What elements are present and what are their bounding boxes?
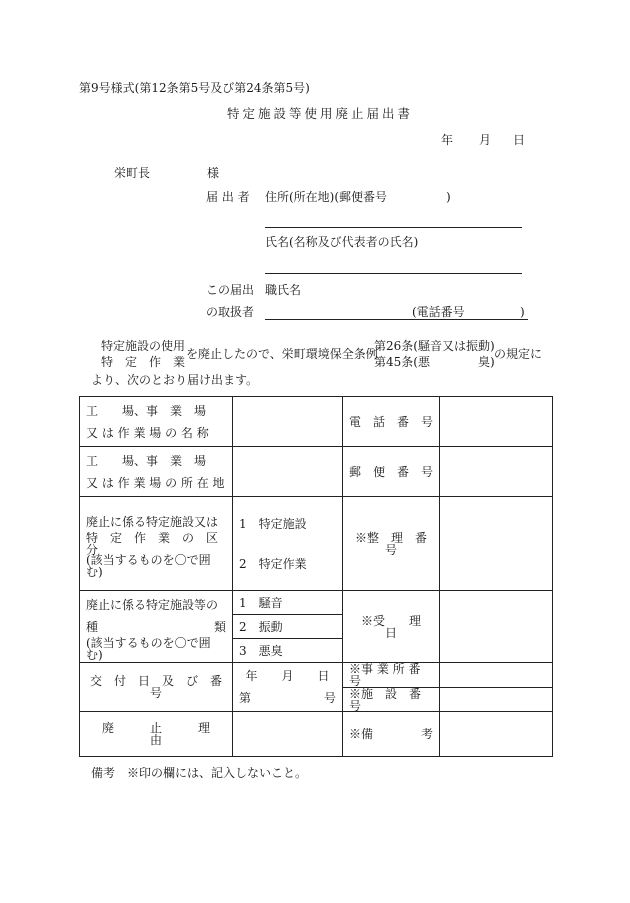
issue-date-number-cell[interactable]: 年 月 日 第 号	[233, 663, 343, 712]
table-row	[80, 447, 553, 497]
table-row	[80, 397, 553, 447]
handler-name-label: 職氏名	[265, 283, 302, 297]
option-odor[interactable]: 3 悪臭	[233, 638, 342, 662]
option-specified-work[interactable]: 2 特定作業	[239, 556, 307, 571]
type-options	[233, 591, 343, 663]
statement-article-26: 第26条(騒音又は振動)	[374, 339, 495, 353]
statement-tail: の規定に	[494, 347, 543, 361]
statement-line2: より、次のとおり届け出ます。	[91, 373, 259, 387]
honorific: 様	[207, 166, 220, 180]
phone-input[interactable]	[440, 397, 553, 447]
option-vibration[interactable]: 2 振動	[233, 614, 342, 638]
remarks-input[interactable]	[440, 712, 553, 757]
document-title: 特定施設等使用廃止届出書	[227, 106, 414, 121]
row-label-reason: 廃 止 理 由	[80, 712, 233, 757]
table-row	[80, 712, 553, 757]
row-label-remarks: ※備 考	[343, 712, 440, 757]
name-label: 氏名(名称及び代表者の氏名)	[265, 235, 419, 249]
row-label-postal: 郵 便 番 号	[343, 447, 440, 497]
footer-note: 備考 ※印の欄には、記入しないこと。	[91, 766, 308, 780]
row-label-reference-number: ※整 理 番 号	[343, 497, 440, 591]
addressee: 栄町長	[114, 166, 151, 180]
address-close: )	[446, 190, 451, 204]
option-specified-facility[interactable]: 1 特定施設	[239, 516, 307, 531]
table-row	[80, 591, 553, 663]
row-label-type: 廃止に係る特定施設等の 種 類 (該当するものを〇で囲む)	[80, 591, 233, 663]
handler-underline	[265, 319, 528, 320]
row-label-issue-date-number: 交 付 日 及 び 番 号	[80, 663, 233, 712]
date-month-label: 月	[479, 133, 492, 147]
phone-close: )	[520, 305, 525, 319]
receipt-date-input[interactable]	[440, 591, 553, 663]
row-labels-office-facility-number: ※事 業 所 番 号 ※施 設 番 号	[343, 663, 440, 712]
address-underline	[265, 227, 522, 228]
reference-number-input[interactable]	[440, 497, 553, 591]
office-facility-number-inputs[interactable]	[440, 663, 553, 712]
row-label-phone: 電 話 番 号	[343, 397, 440, 447]
reason-input[interactable]	[233, 712, 343, 757]
date-day-label: 日	[513, 133, 526, 147]
statement-article-45: 第45条(悪 臭)	[374, 355, 495, 369]
handler-label-line2: の取扱者	[206, 305, 255, 319]
option-noise[interactable]: 1 騒音	[239, 595, 283, 610]
phone-label: (電話番号	[412, 305, 465, 319]
statement-option-work: 特 定 作 業	[101, 355, 186, 369]
row-label-facility-name: 工 場、事 業 場 又 は 作 業 場 の 名 称	[80, 397, 233, 447]
handler-label-line1: この届出	[206, 283, 255, 297]
facility-address-input[interactable]	[233, 447, 343, 497]
row-label-facility-address: 工 場、事 業 場 又 は 作 業 場 の 所 在 地	[80, 447, 233, 497]
table-row	[80, 663, 553, 712]
category-options	[233, 497, 343, 591]
row-label-receipt-date: ※受 理 日	[343, 591, 440, 663]
name-underline	[265, 273, 522, 274]
table-row	[80, 497, 553, 591]
form-number: 第9号様式(第12条第5号及び第24条第5号)	[79, 81, 310, 95]
postal-input[interactable]	[440, 447, 553, 497]
row-label-category: 廃止に係る特定施設又は 特 定 作 業 の 区 分 (該当するものを〇で囲む)	[80, 497, 233, 591]
applicant-label: 届 出 者	[206, 190, 250, 204]
report-table	[79, 396, 553, 757]
facility-name-input[interactable]	[233, 397, 343, 447]
statement-option-facility: 特定施設の使用	[101, 339, 186, 353]
address-label: 住所(所在地)(郵便番号	[265, 190, 388, 204]
date-year-label: 年	[441, 133, 454, 147]
statement-mid: を廃止したので、栄町環境保全条例	[186, 347, 378, 361]
